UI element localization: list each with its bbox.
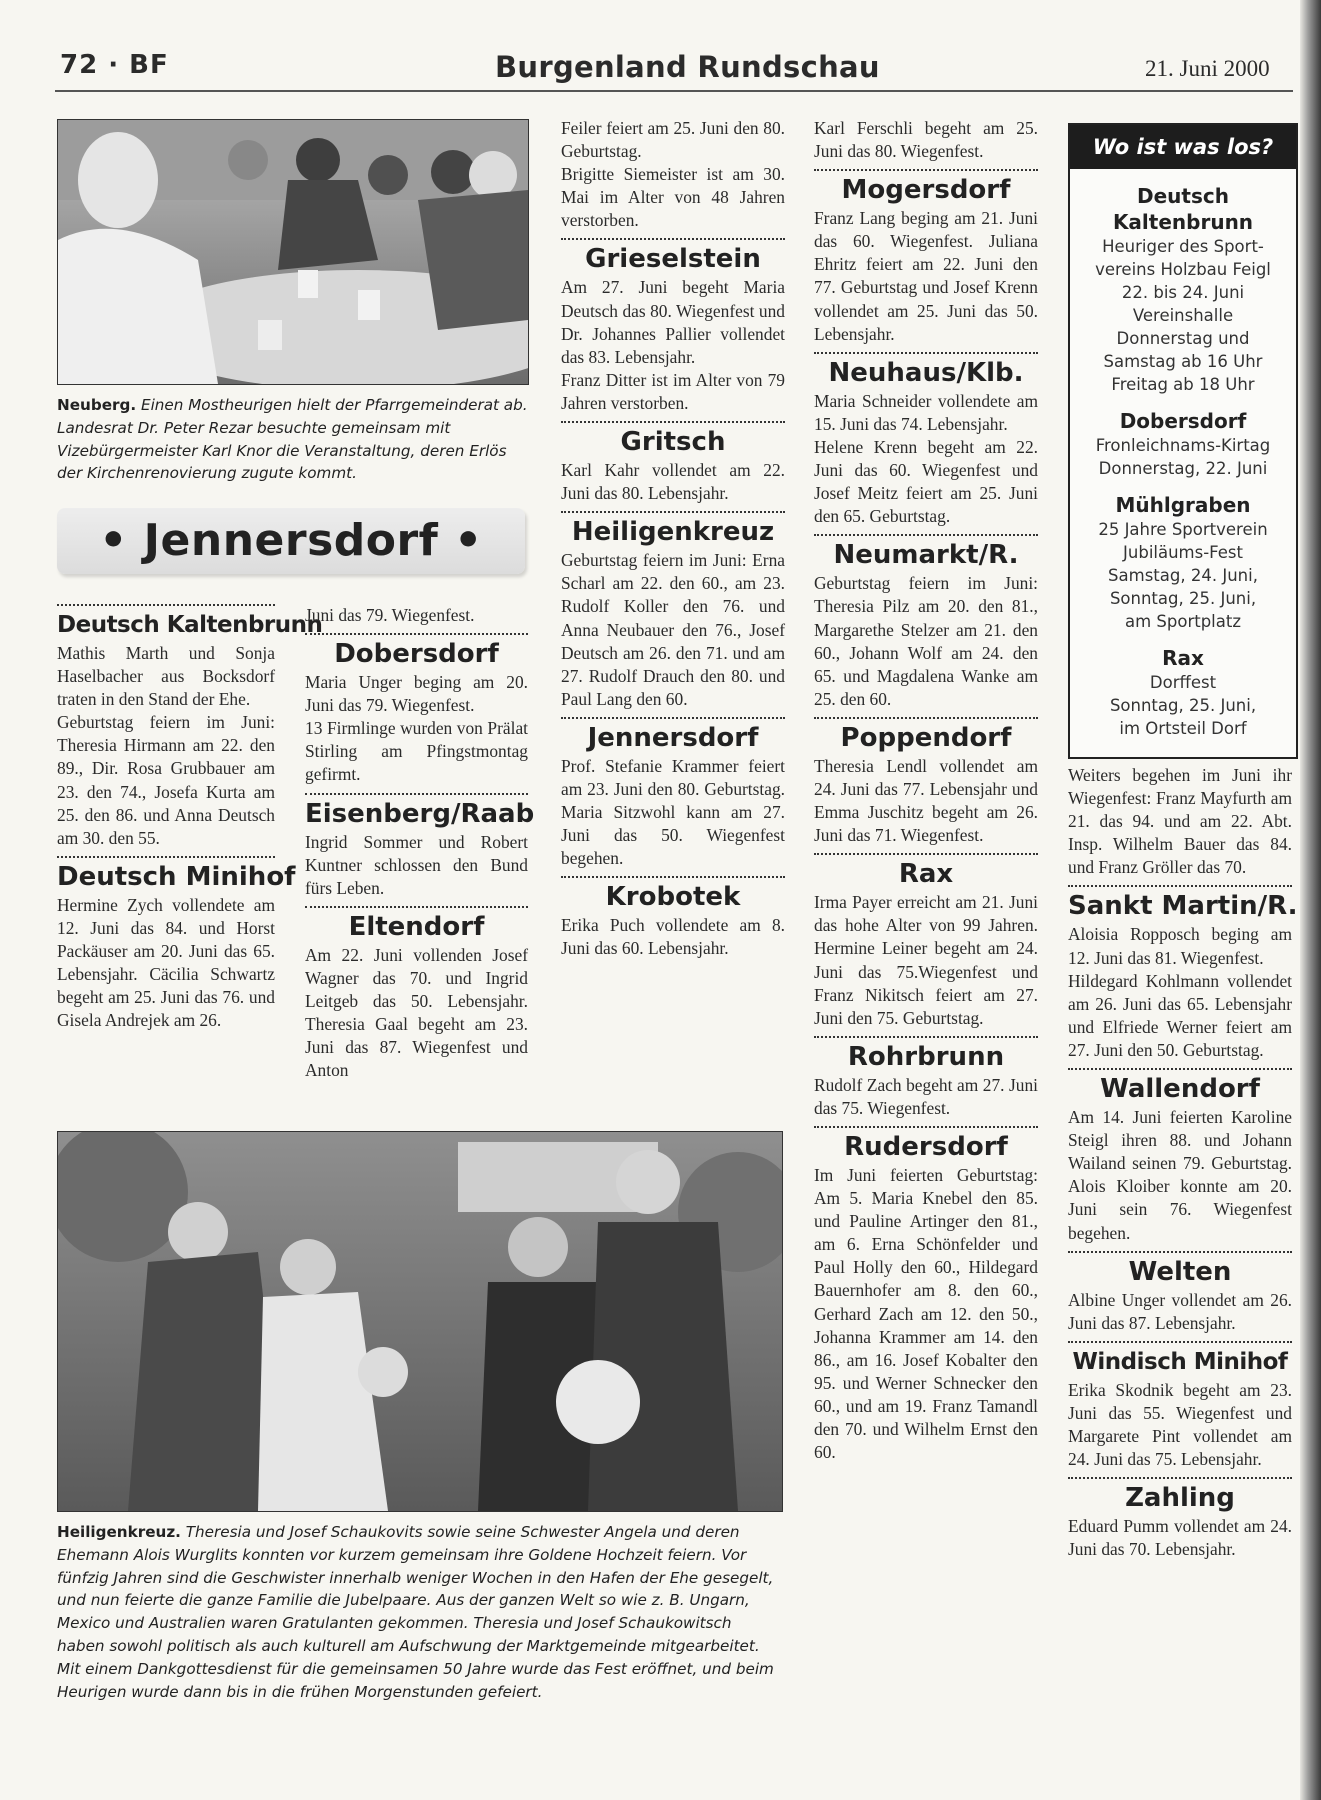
column-1: [57, 604, 323, 1032]
article-paragraph: Karl Kahr vollendet am 22. Juni das 80. Lebensjahr.: [561, 460, 785, 504]
separator: [305, 633, 528, 635]
separator: [561, 876, 785, 878]
event-line: Fronleichnams-Kirtag: [1095, 436, 1271, 455]
section-heading: Mogersdorf: [841, 175, 1011, 206]
event-line: im Ortsteil Dorf: [1119, 719, 1247, 738]
event-line: 22. bis 24. Juni: [1121, 283, 1245, 302]
section-heading: Rudersdorf: [844, 1132, 1008, 1162]
article-paragraph: Helene Krenn begeht am 22. Juni das 60. Wiegenfest und Josef Meitz feiert am 25. Juni den 65. Geburtstag.: [814, 436, 1038, 527]
separator: [1068, 1068, 1292, 1070]
photo-goldene-hochzeit: [57, 1131, 783, 1512]
article-paragraph: Rudolf Zach begeht am 27. Juni das 75. Wiegenfest.: [814, 1074, 1038, 1118]
photo-mostheuriger: [57, 119, 529, 385]
article-paragraph: Maria Unger beging am 20. Juni das 79. Wiegenfest.: [305, 672, 528, 716]
column-3: [561, 117, 785, 961]
caption-text: Theresia und Josef Schaukovits sowie seine Schwester Angela und deren Ehemann Alois Wurglits konnten vor kurzem gemeinsam ihre Goldene Hochzeit feiern. Vor fünfzig Jahren sind die Geschwister innerhalb weniger Wochen in den Hafen der Ehe gesegelt, und nun feierte die ganze Familie die Jubelpaare. Aus der ganzen Welt so wie z. B. Ungarn, Mexico und Australien waren Gratulanten gekommen. Theresia und Josef Schaukowitsch haben sowohl politisch als auch kulturell am Aufschwung der Marktgemeinde mitgearbeitet. Mit einem Dankgottesdienst für die gemeinsamen 50 Jahre wurde das Fest eröffnet, und beim Heurigen wurde dann bis in die frühen Morgenstunden gefeiert.: [57, 1523, 774, 1701]
photo-caption-neuberg: [57, 394, 529, 485]
section-heading: Krobotek: [605, 882, 741, 913]
article-paragraph: Ingrid Sommer und Robert Kuntner schlossen den Bund fürs Leben.: [305, 831, 528, 898]
article-paragraph: Hildegard Kohlmann vollendet am 26. Juni das 65. Lebensjahr und Elfriede Werner feiert am 27. Juni den 50. Geburtstag.: [1068, 970, 1292, 1060]
article-paragraph: Irma Payer erreicht am 21. Juni das hohe Alter von 99 Jahren. Hermine Leiner begeht am 24. Juni das 75.Wiegenfest und Franz Nikitsch feiert am 27. Juni den 75. Geburtstag.: [814, 892, 1038, 1028]
section-heading: Jennersdorf: [587, 722, 759, 753]
separator: [814, 717, 1038, 719]
event-place: Mühlgraben: [1115, 493, 1251, 517]
events-box: [1068, 123, 1298, 759]
article-paragraph: Juni das 79. Wiegenfest.: [305, 605, 475, 625]
section-heading: Welten: [1128, 1256, 1232, 1287]
header-rule: [55, 90, 1293, 92]
article-paragraph: Im Juni feierten Geburtstag: Am 5. Maria Knebel den 85. und Pauline Artinger den 81., am 6. Erna Schönfelder und Paul Holly den 60., Hildegard Bauernhofer am 8. den 60., Gerhard Zach am 12. den 50., Johanna Krammer am 14. den 86., am 16. Josef Kobalter den 95. und Werner Schnecker den 60., und am 19. Franz Tamandl den 70. und Wilhelm Ernst den 60.: [814, 1165, 1038, 1463]
column-2: [305, 604, 535, 1082]
separator: [57, 604, 275, 606]
article-paragraph: Geburtstag feiern im Juni: Erna Scharl am 22. den 60., am 23. Rudolf Koller den 76. und Anna Neubauer den 76., Josef Deutsch am 26. den 71. und am 27. Rudolf Drauch den 80. und Paul Lang den 60.: [561, 550, 785, 709]
separator: [1068, 1341, 1292, 1343]
article-paragraph: Brigitte Siemeister ist am 30. Mai im Alter von 48 Jahren verstorben.: [561, 164, 785, 231]
article-paragraph: Hermine Zych vollendete am 12. Juni das 84. und Horst Packäuser am 20. Juni das 65. Lebensjahr. Cäcilia Schwartz begeht am 25. Juni das 76. und Gisela Andrejek am 26.: [57, 894, 275, 1031]
separator: [814, 853, 1038, 855]
separator: [814, 1036, 1038, 1038]
publication-date: 21. Juni 2000: [1145, 56, 1270, 81]
article-paragraph: Erika Puch vollendete am 8. Juni das 60. Lebensjahr.: [561, 915, 785, 959]
publication-title: Burgenland Rundschau: [495, 50, 880, 84]
article-paragraph: Mathis Marth und Sonja Haselbacher aus Bocksdorf traten in den Stand der Ehe.: [57, 643, 275, 710]
article-paragraph: Albine Unger vollendet am 26. Juni das 87. Lebensjahr.: [1068, 1289, 1292, 1333]
article-paragraph: Theresia Lendl vollendet am 24. Juni das 77. Lebensjahr und Emma Juschitz begeht am 26. Juni das 71. Wiegenfest.: [814, 755, 1038, 846]
separator: [57, 856, 275, 858]
section-heading: Wallendorf: [1100, 1074, 1260, 1105]
event-line: 25 Jahre Sportverein: [1098, 520, 1268, 539]
separator: [561, 717, 785, 719]
event-line: Samstag, 24. Juni,: [1108, 566, 1258, 585]
photo-caption-heiligenkreuz: [57, 1521, 783, 1703]
event-line: Donnerstag, 22. Juni: [1098, 459, 1268, 478]
separator: [561, 511, 785, 513]
article-paragraph: Weiters begehen im Juni ihr Wiegenfest: Franz Mayfurth am 21. das 94. und am 22. Abt. Insp. Wilhelm Bauer das 84. und Franz Gröller das 70.: [1068, 765, 1292, 878]
separator: [1068, 885, 1292, 887]
article-paragraph: Maria Schneider vollendete am 15. Juni das 74. Lebensjahr.: [814, 390, 1038, 434]
event-entry: [1070, 183, 1296, 396]
event-line: Freitag ab 18 Uhr: [1111, 375, 1255, 394]
events-box-title: Wo ist was los?: [1070, 125, 1296, 169]
section-heading: Rohrbrunn: [847, 1041, 1005, 1072]
section-heading: Windisch Minihof: [1072, 1348, 1288, 1375]
caption-place: Neuberg.: [57, 396, 137, 414]
section-heading: Dobersdorf: [334, 639, 499, 670]
event-entry: [1070, 492, 1296, 633]
separator: [305, 906, 528, 908]
event-line: Heuriger des Sport-: [1102, 237, 1264, 256]
article-paragraph: Karl Ferschli begeht am 25. Juni das 80. Wiegenfest.: [814, 118, 1038, 162]
separator: [814, 534, 1038, 536]
event-entry: [1070, 408, 1296, 480]
section-heading: Poppendorf: [840, 722, 1012, 753]
event-line: Sonntag, 25. Juni,: [1109, 696, 1257, 715]
article-paragraph: Erika Skodnik begeht am 23. Juni das 55. Wiegenfest und Margarete Pint vollendet am 24. Juni das 75. Lebensjahr.: [1068, 1379, 1292, 1470]
section-heading: Heiligenkreuz: [571, 517, 775, 548]
article-paragraph: Franz Ditter ist im Alter von 79 Jahren verstorben.: [561, 369, 785, 413]
section-heading: Deutsch Kaltenbrunn: [57, 612, 323, 638]
column-5: [1068, 764, 1298, 1561]
article-paragraph: Geburtstag feiern im Juni: Theresia Pilz am 20. den 81., Margarethe Stelzer am 21. den 60., Johann Wolf am 24. den 65. und Magdalena Wanke am 25. den 60.: [814, 573, 1038, 709]
article-paragraph: Prof. Stefanie Krammer feiert am 23. Juni den 80. Geburtstag. Maria Sitzwohl kann am 27. Juni das 50. Wiegenfest begehen.: [561, 755, 785, 869]
photo-goldene-hochzeit-image: [58, 1132, 782, 1511]
page-number: 72 · BF: [60, 50, 169, 80]
event-line: vereins Holzbau Feigl: [1095, 260, 1271, 279]
article-paragraph: Aloisia Ropposch beging am 12. Juni das 81. Wiegenfest.: [1068, 924, 1292, 968]
separator: [1068, 1251, 1292, 1253]
event-line: Jubiläums-Fest: [1123, 543, 1243, 562]
article-paragraph: Franz Lang beging am 21. Juni das 60. Wiegenfest. Juliana Ehritz feiert am 22. Juni den 77. Geburtstag und Josef Krenn vollendet am 25. Juni das 50. Lebensjahr.: [814, 208, 1038, 344]
separator: [814, 1126, 1038, 1128]
separator: [305, 793, 528, 795]
article-paragraph: Feiler feiert am 25. Juni den 80. Geburtstag.: [561, 118, 785, 162]
section-heading: Sankt Martin/R.: [1068, 891, 1298, 922]
separator: [814, 169, 1038, 171]
separator: [814, 352, 1038, 354]
section-heading: Neumarkt/R.: [833, 540, 1019, 571]
column-4: [814, 117, 1038, 1464]
caption-place: Heiligenkreuz.: [57, 1523, 181, 1541]
event-entry: [1070, 645, 1296, 740]
section-heading: Grieselstein: [585, 244, 761, 275]
event-line: Donnerstag und: [1116, 329, 1250, 348]
photo-mostheuriger-image: [58, 120, 528, 384]
event-line: Sonntag, 25. Juni,: [1109, 589, 1257, 608]
section-heading: Eltendorf: [348, 911, 485, 942]
section-heading: Eisenberg/Raab: [305, 798, 535, 829]
separator: [561, 421, 785, 423]
separator: [1068, 1477, 1292, 1479]
article-paragraph: Geburtstag feiern im Juni: Theresia Hirmann am 22. den 89., Dir. Rosa Grubbauer am 23. den 74., Josefa Kurta am 25. den 86. und Anna Deutsch am 30. den 55.: [57, 712, 275, 848]
article-paragraph: Am 27. Juni begeht Maria Deutsch das 80. Wiegenfest und Dr. Johannes Pallier vollendet das 83. Lebensjahr.: [561, 277, 785, 367]
page-edge-shadow: [1300, 0, 1321, 1800]
section-heading: Rax: [898, 859, 954, 890]
article-paragraph: Am 14. Juni feierten Karoline Steigl ihren 88. und Johann Wailand seinen 79. Geburtstag. Alois Kloiber konnte am 20. Juni sein 76. Wiegenfest begehen.: [1068, 1107, 1292, 1243]
article-paragraph: 13 Firmlinge wurden von Prälat Stirling am Pfingstmontag gefirmt.: [305, 718, 528, 785]
article-paragraph: Am 22. Juni vollenden Josef Wagner das 70. und Ingrid Leitgeb das 50. Lebensjahr. Theresia Gaal begeht am 23. Juni das 87. Wiegenfest und Anton: [305, 944, 528, 1081]
event-line: Samstag ab 16 Uhr: [1103, 352, 1263, 371]
separator: [561, 238, 785, 240]
event-line: Dorffest: [1149, 673, 1217, 692]
caption-text: Einen Mostheurigen hielt der Pfarrgemeinderat ab. Landesrat Dr. Peter Rezar besuchte gemeinsam mit Vizebürgermeister Karl Knor die Veranstaltung, deren Erlös der Kirchenrenovierung zugute kommt.: [57, 396, 528, 483]
section-heading: Deutsch Minihof: [57, 861, 296, 892]
event-place: Rax: [1162, 646, 1204, 670]
section-heading: Zahling: [1125, 1483, 1235, 1514]
event-place: Deutsch Kaltenbrunn: [1112, 184, 1254, 234]
section-banner: • Jennersdorf •: [57, 508, 525, 574]
event-line: Vereinshalle: [1132, 306, 1234, 325]
section-heading: Neuhaus/Klb.: [828, 357, 1024, 388]
event-line: am Sportplatz: [1124, 612, 1242, 631]
article-paragraph: Eduard Pumm vollendet am 24. Juni das 70. Lebensjahr.: [1068, 1516, 1292, 1560]
event-place: Dobersdorf: [1119, 409, 1247, 433]
section-heading: Gritsch: [620, 427, 726, 458]
